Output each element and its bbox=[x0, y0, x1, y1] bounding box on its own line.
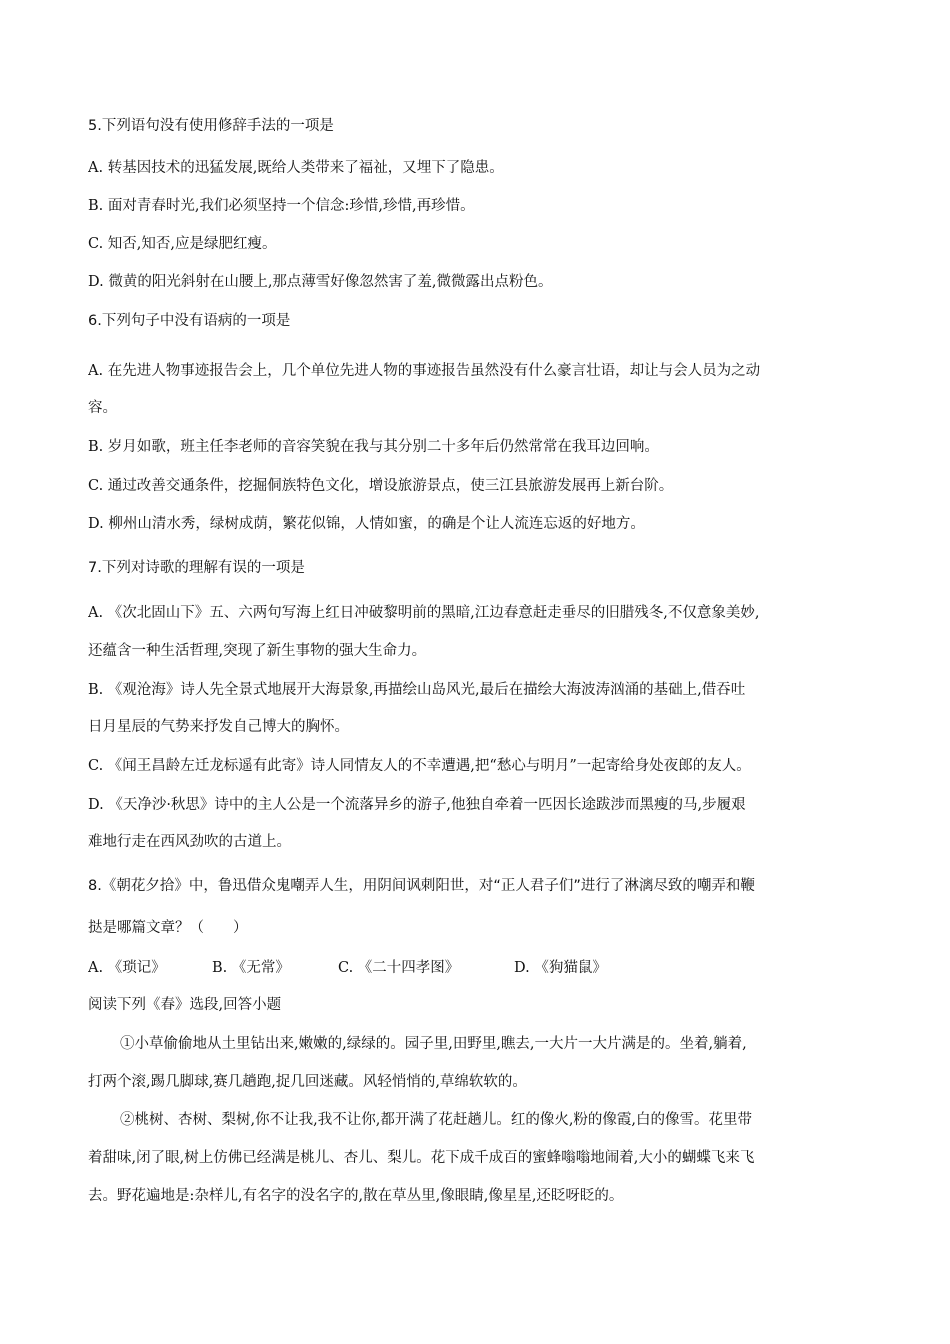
question-7-option-a-line-2: 还蕴含一种生活哲理,突现了新生事物的强大生命力。 bbox=[88, 643, 427, 659]
question-6-option-b: B. 岁月如歌，班主任李老师的音容笑貌在我与其分别二十多年后仍然常常在我耳边回响。 bbox=[88, 439, 659, 455]
question-8-option-a: A. 《琐记》 bbox=[88, 960, 166, 976]
question-5-option-a: A. 转基因技术的迅猛发展,既给人类带来了福祉，又埋下了隐患。 bbox=[88, 160, 504, 176]
passage-paragraph-1-line-2: 打两个滚,踢几脚球,赛几趟跑,捉几回迷藏。风轻悄悄的,草绵软软的。 bbox=[88, 1074, 527, 1090]
reading-intro: 阅读下列《春》选段,回答小题 bbox=[88, 997, 282, 1013]
question-5-option-d: D. 微黄的阳光斜射在山腰上,那点薄雪好像忽然害了羞,微微露出点粉色。 bbox=[88, 274, 553, 290]
question-8-stem-line-1: 8.《朝花夕拾》中，鲁迅借众鬼嘲弄人生，用阴间讽刺阳世，对“正人君子们”进行了淋漓尽致的嘲弄和鞭 bbox=[88, 878, 755, 894]
question-8-option-d: D. 《狗猫鼠》 bbox=[514, 960, 607, 976]
passage-paragraph-2-line-2: 着甜味,闭了眼,树上仿佛已经满是桃儿、杏儿、梨儿。花下成千成百的蜜蜂嗡嗡地闹着,大小的蝴蝶飞来飞 bbox=[88, 1150, 755, 1166]
question-5-option-b: B. 面对青春时光,我们必须坚持一个信念:珍惜,珍惜,再珍惜。 bbox=[88, 198, 475, 214]
question-6-stem-suffix: 的一项是 bbox=[232, 313, 291, 329]
passage-paragraph-2-line-3: 去。野花遍地是:杂样儿,有名字的没名字的,散在草丛里,像眼睛,像星星,还眨呀眨的。 bbox=[88, 1188, 624, 1204]
question-7-stem: 7.下列对诗歌的理解有误的一项是 bbox=[88, 560, 305, 576]
question-6-option-a-line-1: A. 在先进人物事迹报告会上，几个单位先进人物的事迹报告虽然没有什么豪言壮语，却让与会人员为之动 bbox=[88, 363, 761, 379]
question-6-stem-prefix: 6.下列句子中 bbox=[88, 313, 175, 329]
question-6-option-c: C. 通过改善交通条件，挖掘侗族特色文化，增设旅游景点，使三江县旅游发展再上新台阶。 bbox=[88, 478, 674, 494]
question-8-stem-line-2: 挞是哪篇文章？（ ） bbox=[88, 920, 248, 936]
question-5-option-c: C. 知否,知否,应是绿肥红瘦。 bbox=[88, 236, 277, 252]
question-6-option-d: D. 柳州山清水秀，绿树成荫，繁花似锦，人情如蜜，的确是个让人流连忘返的好地方。 bbox=[88, 516, 645, 532]
question-6-emphasis: 没有语病 bbox=[174, 313, 233, 329]
passage-paragraph-2-line-1: ②桃树、杏树、梨树,你不让我,我不让你,都开满了花赶趟儿。红的像火,粉的像霞,白的像雪。花里带 bbox=[120, 1112, 753, 1128]
question-8-option-b: B. 《无常》 bbox=[212, 960, 290, 976]
question-8-option-c: C. 《二十四孝图》 bbox=[338, 960, 460, 976]
question-6-stem bbox=[88, 311, 888, 331]
question-7-option-d-line-1: D. 《天净沙·秋思》诗中的主人公是一个流落异乡的游子,他独自牵着一匹因长途跋涉而黑瘦的马,步履艰 bbox=[88, 797, 746, 813]
question-7-option-c: C. 《闻王昌龄左迁龙标遥有此寄》诗人同情友人的不幸遭遇,把“愁心与明月”一起寄给身处夜郎的友人。 bbox=[88, 758, 751, 774]
question-5-stem: 5.下列语句没有使用修辞手法的一项是 bbox=[88, 118, 334, 134]
question-7-option-d-line-2: 难地行走在西风劲吹的古道上。 bbox=[88, 834, 291, 850]
question-8-options bbox=[88, 958, 888, 978]
passage-paragraph-1-line-1: ①小草偷偷地从土里钻出来,嫩嫩的,绿绿的。园子里,田野里,瞧去,一大片一大片满是的。坐着,躺着, bbox=[120, 1036, 747, 1052]
question-7-option-b-line-2: 日月星辰的气势来抒发自己博大的胸怀。 bbox=[88, 719, 349, 735]
question-7-option-a-line-1: A. 《次北固山下》五、六两句写海上红日冲破黎明前的黑暗,江边春意赶走垂尽的旧腊残冬,不仅意象美妙, bbox=[88, 605, 760, 621]
question-6-option-a-line-2: 容。 bbox=[88, 400, 117, 416]
question-7-option-b-line-1: B. 《观沧海》诗人先全景式地展开大海景象,再描绘山岛风光,最后在描绘大海波涛汹涌的基础上,借吞吐 bbox=[88, 682, 746, 698]
